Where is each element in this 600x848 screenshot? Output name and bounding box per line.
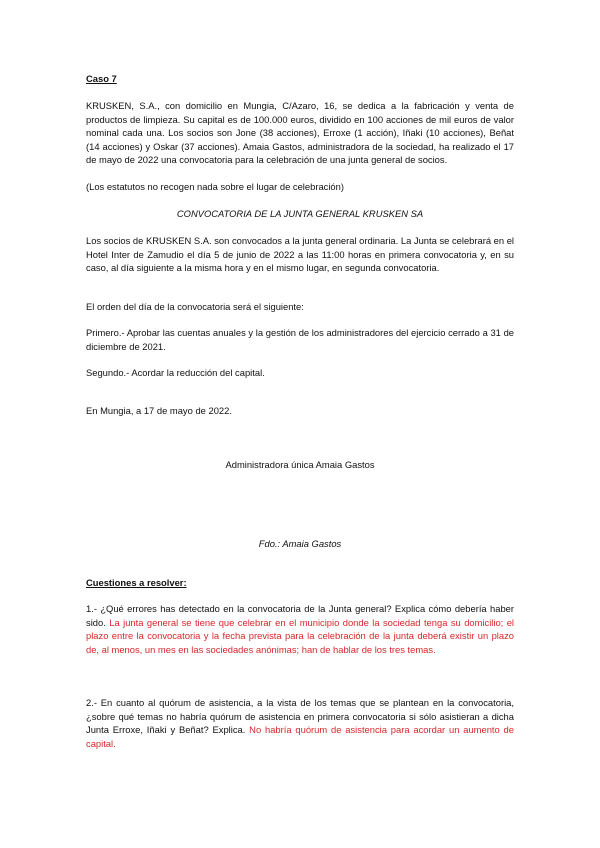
case-intro-note: (Los estatutos no recogen nada sobre el lugar de celebración): [86, 181, 344, 192]
orden-del-dia-intro: El orden del día de la convocatoria será el siguiente:: [86, 301, 304, 312]
orden-item-primero: Primero.- Aprobar las cuentas anuales y la gestión de los administradores del ejercicio cerrado a 31 de diciembre de 2021.: [86, 327, 514, 352]
place-date: En Mungia, a 17 de mayo de 2022.: [86, 405, 232, 416]
case-title: Caso 7: [86, 73, 117, 84]
question-1-text: 1.- ¿Qué errores has detectado en la convocatoria de la Junta general? Explica cómo debería haber sido.: [86, 603, 514, 628]
questions-title: Cuestiones a resolver:: [86, 577, 187, 588]
convocatoria-title: CONVOCATORIA DE LA JUNTA GENERAL KRUSKEN SA: [176, 208, 424, 219]
case-intro: KRUSKEN, S.A., con domicilio en Mungia, C/Azaro, 16, se dedica a la fabricación y venta de productos de limpieza. Su capital es de 100.000 euros, dividido en 100 acciones de mil euros de valor nominal cada una. Los socios son Jone (38 acciones), Erroxe (1 acción), Iñaki (10 acciones), Beñat (14 acciones) y Oskar (37 acciones). Amaia Gastos, administradora de la sociedad, ha realizado el 17 de mayo de 2022 una convocatoria para la celebración de una junta general de socios.: [86, 100, 514, 166]
question-2: [86, 696, 514, 750]
signature-line: Fdo.: Amaia Gastos: [258, 538, 342, 549]
answer-1-text: La junta general se tiene que celebrar en el municipio donde la sociedad tenga su domicilio; el plazo entre la convocatoria y la fecha prevista para la celebración de la junta deberá existir un plazo de, al menos, un mes en las sociedades anónimas; han de hablar de los tres temas.: [86, 616, 515, 655]
question-2-text: 2.- En cuanto al quórum de asistencia, a la vista de los temas que se plantean en la convocatoria, ¿sobre qué temas no habría quórum de asistencia en primera convocatoria si sólo asistieran a dicha Junta Erroxe, Iñaki y Beñat? Explica.: [86, 697, 514, 736]
question-1: [86, 602, 514, 656]
administrator-line: Administradora única Amaia Gastos: [225, 459, 375, 470]
orden-item-segundo: Segundo.- Acordar la reducción del capital.: [86, 367, 265, 378]
convocatoria-body: Los socios de KRUSKEN S.A. son convocados a la junta general ordinaria. La Junta se celebrará en el Hotel Inter de Zamudio el día 5 de junio de 2022 a las 11:00 horas en primera convocatoria y, en su caso, al día siguiente a la misma hora y en el mismo lugar, en segunda convocatoria.: [86, 235, 514, 274]
answer-2-text: No habría quórum de asistencia para acordar un aumento de capital.: [86, 724, 514, 749]
